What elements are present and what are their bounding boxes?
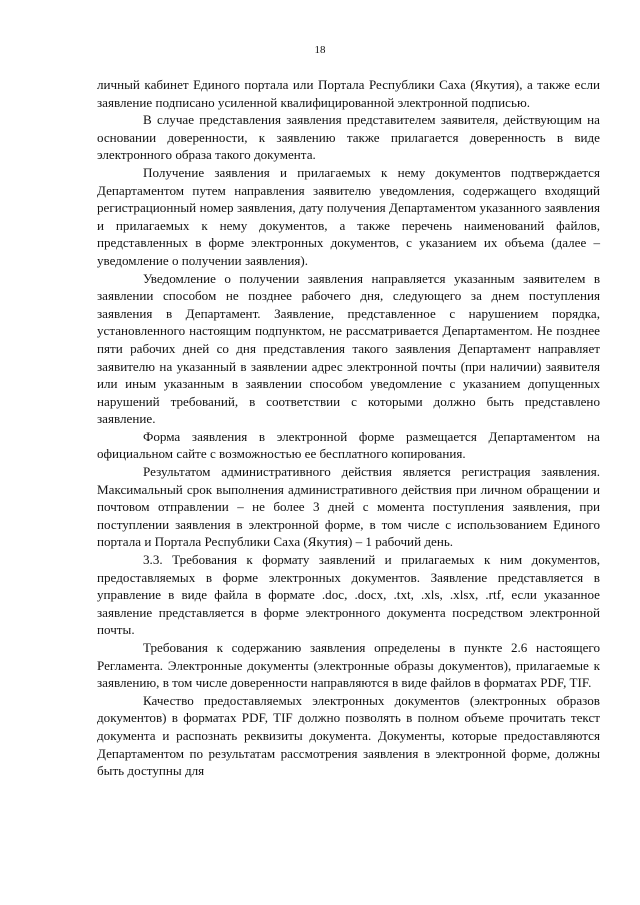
paragraph-form-placement: Форма заявления в электронной форме размещается Департаментом на официальном сайте с возможностью ее бесплатного копирования. bbox=[97, 428, 600, 462]
page-number: 18 bbox=[314, 44, 326, 56]
paragraph-content-requirements: Требования к содержанию заявления определены в пункте 2.6 настоящего Регламента. Электронные документы (электронные образы документов), прилагаемые к заявлению, в том числе доверенности направляются в виде файлов в форматах PDF, TIF. bbox=[97, 640, 600, 691]
paragraph-continuation: личный кабинет Единого портала или Портала Республики Саха (Якутия), а также если заявление подписано усиленной квалифицированной электронной подписью. bbox=[97, 77, 600, 110]
paragraph-result: Результатом административного действия является регистрация заявления. Максимальный срок выполнения административного действия при личном обращении и почтовом отправлении – не более 3 дней с момента поступления заявления, при поступлении заявления в электронной форме, в том числе с использованием Единого портала и Портала Республики Саха (Якутия) – 1 рабочий день. bbox=[97, 464, 600, 550]
paragraph-quality: Качество предоставляемых электронных документов (электронных образов документов) в форматах PDF, TIF должно позволять в полном объеме прочитать текст документа и распознать реквизиты документа. Документы, которые предоставляются Департаментом по результатам рассмотрения заявления в электронной форме, должны быть доступны для bbox=[97, 692, 600, 779]
paragraph-notification: Уведомление о получении заявления направляется указанным заявителем в заявлении способом не позднее рабочего дня, следующего за днем поступления заявления в Департамент. Заявление, представленное с нарушением порядка, установленного настоящим подпунктом, не рассматривается Департаментом. Не позднее пяти рабочих дней со дня представления такого заявления Департамент направляет заявителю на указанный в заявлении адрес электронной почты (при наличии) заявителя или иным указанным в заявлении способом уведомление с указанием допущенных нарушений требований, в соответствии с которыми должно быть представлено заявление. bbox=[97, 270, 600, 427]
document-body bbox=[97, 76, 600, 780]
paragraph-format-requirements: 3.3. Требования к формату заявлений и прилагаемых к ним документов, предоставляемых в форме электронных документов. Заявление представляется в управление в виде файла в формате .doc, .docx, .txt, .xls, .xlsx, .rtf, если указанное заявление представляется в форме электронного документа посредством электронной почты. bbox=[97, 552, 600, 638]
paragraph-receipt: Получение заявления и прилагаемых к нему документов подтверждается Департаментом путем направления заявителю уведомления, содержащего входящий регистрационный номер заявления, дату получения Департаментом указанного заявления и прилагаемых к нему документов, а также перечень наименований файлов, представленных в форме электронных документов, с указанием их объема (далее – уведомление о получении заявления). bbox=[97, 164, 600, 268]
paragraph-representative: В случае представления заявления представителем заявителя, действующим на основании доверенности, к заявлению также прилагается доверенность в виде электронного образа такого документа. bbox=[97, 112, 600, 163]
